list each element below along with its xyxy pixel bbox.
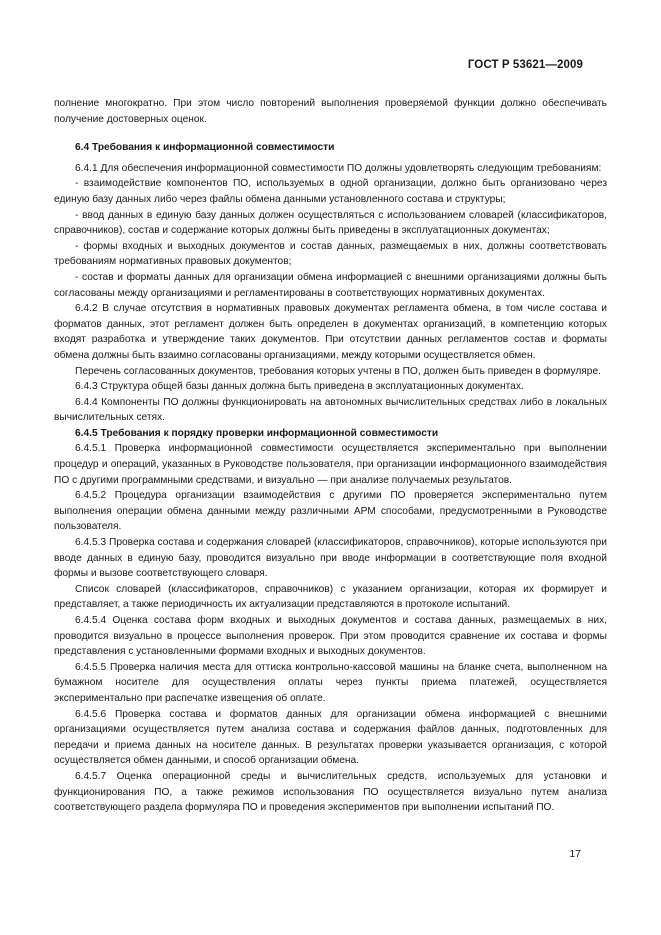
paragraph-6-4-5-3: 6.4.5.3 Проверка состава и содержания словарей (классификаторов, справочников), которые используются при вводе данных в единую базу, проводится визуально при вводе информации в соответствующие поля входной формы и вызове соответствующего словаря. xyxy=(54,537,607,580)
paragraph-6-4-1: 6.4.1 Для обеспечения информационной совместимости ПО должны удовлетворять следующим требованиям: xyxy=(75,162,602,174)
document-id-header: ГОСТ Р 53621—2009 xyxy=(467,59,583,71)
paragraph-6-4-5-3-list: Список словарей (классификаторов, справочников) с указанием организации, которая их формирует и представляет, а также периодичность их актуализации представляются в протоколе испытаний. xyxy=(54,583,607,611)
paragraph-6-4-5-4: 6.4.5.4 Оценка состава форм входных и выходных документов и состава данных, размещаемых в них, проводится визуально в процессе выполнения проверок. При этом проводится сравнение их состава и формы представления с установленными формами входных и выходных документов. xyxy=(54,615,607,658)
list-item: - состав и форматы данных для организации обмена информацией с внешними организациями должны быть согласованы между организациями и регламентированы в соответствующих нормативных документах. xyxy=(54,271,607,299)
section-heading-6-4-5: 6.4.5 Требования к порядку проверки информационной совместимости xyxy=(75,427,439,439)
section-heading-6-4: 6.4 Требования к информационной совместимости xyxy=(75,142,335,154)
page-content xyxy=(54,96,607,816)
paragraph-6-4-5-5: 6.4.5.5 Проверка наличия места для оттиска контрольно-кассовой машины на бланке счета, выполненном на бумажном носителе для осуществления оплаты через пункты приема платежей, осуществляется экспериментально при распечатке извещения об оплате. xyxy=(54,661,607,704)
paragraph-6-4-5-2: 6.4.5.2 Процедура организации взаимодействия с другими ПО проверяется экспериментально путем выполнения операции обмена данными между различными АРМ способами, предусмотренными в Руководстве пользователя. xyxy=(54,490,607,533)
paragraph-6-4-5-6: 6.4.5.6 Проверка состава и форматов данных для организации обмена информацией с внешними организациями осуществляется путем анализа состава и содержания файлов данных, подготовленных для передачи и приема данных на носителе данных. В результатах проверки указывается организация, с которой осуществляется обмен данными, и способ организации обмена. xyxy=(54,708,607,767)
list-item: - ввод данных в единую базу данных должен осуществляться с использованием словарей (классификаторов, справочников), состав и содержание которых должны быть приведены в эксплуатационных документах; xyxy=(54,209,607,237)
intro-paragraph: полнение многократно. При этом число повторений выполнения проверяемой функции должно обеспечивать получение достоверных оценок. xyxy=(54,98,607,125)
paragraph-6-4-3: 6.4.3 Структура общей базы данных должна быть приведена в эксплуатационных документах. xyxy=(75,381,524,393)
paragraph-6-4-2-list: Перечень согласованных документов, требования которых учтены в ПО, должен быть приведен в формуляре. xyxy=(75,365,601,377)
paragraph-6-4-5-7: 6.4.5.7 Оценка операционной среды и вычислительных средств, используемых для установки и функционирования ПО, а также режимов использования ПО осуществляется визуально путем анализа соответствующего раздела формуляра ПО и проведения экспериментов при выполнении испытаний ПО. xyxy=(54,770,607,814)
list-item: - взаимодействие компонентов ПО, используемых в одной организации, должно быть организовано через единую базу данных либо через файлы обмена данными установленного состава и структуры; xyxy=(54,178,607,205)
paragraph-6-4-5-1: 6.4.5.1 Проверка информационной совместимости осуществляется экспериментально при выполнении процедур и операций, указанных в Руководстве пользователя, при организации информационного взаимодействия ПО с другими программными средствами, и визуально — при анализе получаемых результатов. xyxy=(54,443,607,486)
list-item: - формы входных и выходных документов и состав данных, размещаемых в них, должны соответствовать требованиям нормативных правовых документов; xyxy=(54,240,607,268)
page-number: 17 xyxy=(569,848,581,860)
paragraph-6-4-2: 6.4.2 В случае отсутствия в нормативных правовых документах регламента обмена, в том числе состава и форматов данных, этот регламент должен быть определен в документах организаций, в компетенцию которых входят разработка и утверждение таких документов. При отсутствии данных регламентов состав и форматы обмена должны быть взаимно согласованы организациями, между которыми осуществляется обмен. xyxy=(54,303,607,361)
paragraph-6-4-4: 6.4.4 Компоненты ПО должны функционировать на автономных вычислительных средствах либо в локальных вычислительных сетях. xyxy=(54,396,607,424)
